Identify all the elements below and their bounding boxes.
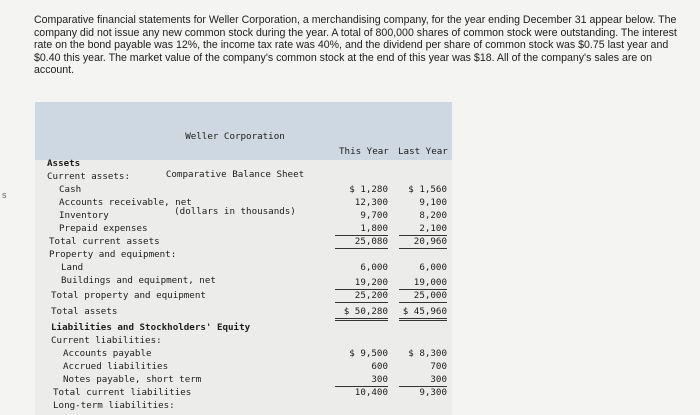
row-label: Inventory	[59, 210, 109, 221]
row-label: Accounts payable	[63, 348, 152, 359]
table-row	[35, 399, 452, 412]
table-row	[35, 248, 452, 261]
row-label: Accrued liabilities	[63, 361, 169, 372]
row-label: Property and equipment:	[49, 249, 177, 260]
table-row	[35, 321, 452, 334]
value-this-year: 10,400	[354, 387, 388, 398]
row-label: Notes payable, short term	[63, 374, 202, 385]
table-row	[35, 196, 452, 209]
value-last-year: 2,100	[399, 222, 447, 236]
table-row	[35, 289, 452, 302]
table-row	[35, 334, 452, 347]
column-header-this-year: This Year	[339, 146, 389, 157]
row-label: Long-term liabilities:	[53, 400, 175, 411]
table-row	[35, 261, 452, 274]
row-label: Cash	[59, 184, 82, 195]
value-this-year: 6,000	[360, 262, 388, 273]
value-last-year: 6,000	[419, 262, 447, 273]
value-this-year: 25,200	[335, 289, 388, 303]
table-row	[35, 305, 452, 318]
value-this-year: 600	[371, 361, 388, 372]
table-row	[35, 183, 452, 196]
row-label: Prepaid expenses	[59, 223, 148, 234]
value-this-year: 12,300	[354, 197, 388, 208]
row-label: Total property and equipment	[51, 290, 206, 301]
balance-sheet-table	[35, 102, 452, 415]
column-header-last-year: Last Year	[398, 146, 448, 157]
statement-name: Comparative Balance Sheet	[165, 168, 305, 180]
edge-mark: s	[2, 190, 7, 200]
table-row	[35, 235, 452, 248]
table-row	[35, 373, 452, 386]
company-name: Weller Corporation	[185, 131, 285, 142]
value-last-year: 300	[399, 373, 447, 387]
table-row	[35, 222, 452, 235]
table-row	[35, 209, 452, 222]
row-label: Assets	[47, 158, 81, 169]
value-this-year: 1,800	[335, 222, 388, 236]
value-this-year: 9,700	[360, 210, 388, 221]
value-last-year: 25,000	[399, 289, 447, 303]
value-last-year: $ 45,960	[399, 305, 447, 321]
value-this-year: $ 1,280	[349, 184, 388, 195]
value-last-year: 9,100	[419, 197, 447, 208]
row-label: Land	[61, 262, 84, 273]
value-this-year: $ 50,280	[335, 305, 388, 321]
row-label: Buildings and equipment, net	[61, 275, 216, 286]
problem-intro-text: Comparative financial statements for Weller Corporation, a merchandising company, for the year ending December 31 appear below. The company did not issue any new common stock during the year. A total of 800,000 shares of common stock were outstanding. The interest rate on the bond payable was 12%, the income tax rate was 40%, and the dividend per share of common stock was $0.75 last year and $0.40 this year. The market value of the company's common stock at the end of this year was $18. All of the company's sales are on account.	[34, 14, 677, 77]
value-last-year: $ 8,300	[408, 348, 447, 359]
value-last-year: 20,960	[399, 235, 447, 249]
value-last-year: 19,000	[399, 276, 447, 290]
value-this-year: 300	[335, 373, 388, 387]
table-row	[35, 157, 452, 170]
table-row	[35, 360, 452, 373]
value-last-year: 700	[430, 361, 447, 372]
value-this-year: 19,200	[335, 276, 388, 290]
row-label: Total current assets	[49, 236, 160, 247]
value-last-year: 9,300	[419, 387, 447, 398]
value-this-year: $ 9,500	[349, 348, 388, 359]
row-label: Current assets:	[47, 171, 130, 182]
table-row	[35, 276, 452, 289]
value-last-year: $ 1,560	[408, 184, 447, 195]
units-note: (dollars in thousands)	[174, 206, 296, 217]
value-this-year: 25,080	[335, 235, 388, 249]
row-label: Liabilities and Stockholders' Equity	[51, 322, 251, 333]
table-row	[35, 347, 452, 360]
row-label: Current liabilities:	[51, 335, 162, 346]
value-last-year: 8,200	[419, 210, 447, 221]
row-label: Total assets	[51, 306, 118, 317]
table-row	[35, 170, 452, 183]
row-label: Accounts receivable, net	[59, 197, 192, 208]
table-row	[35, 386, 452, 399]
row-label: Total current liabilities	[53, 387, 192, 398]
